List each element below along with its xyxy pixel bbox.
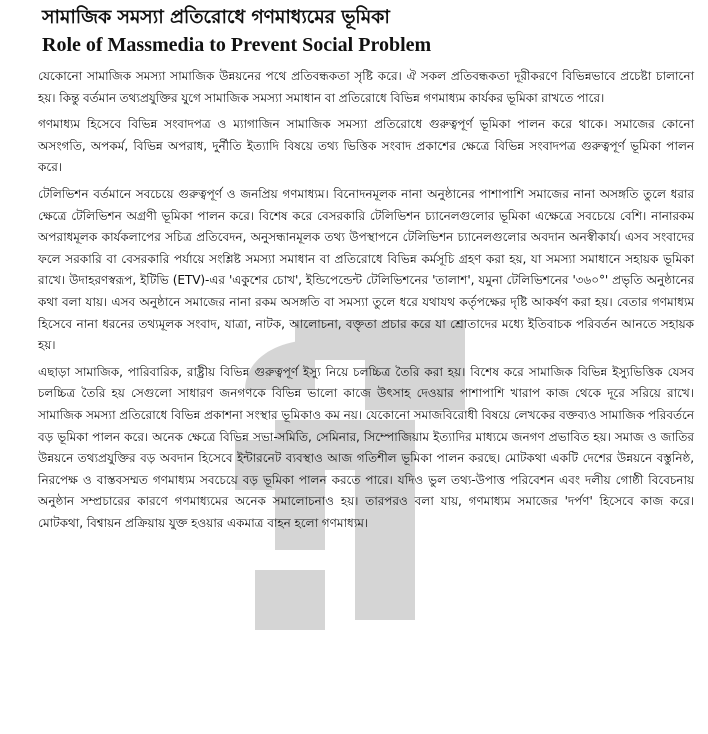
- paragraph-film-and-media: এছাড়া সামাজিক, পারিবারিক, রাষ্ট্রীয় বিভিন্ন গুরুত্বপূর্ণ ইস্যু নিয়ে চলচ্চিত্র তৈরি করা হয়। বিশেষ করে সামাজিক বিভিন্ন ইস্যুভিত্তিক যেসব চলচ্চিত্র তৈরি হয় সেগুলো সাধারণ জনগণকে বিভিন্ন ভালো কাজে উৎসাহ দেওয়ার পাশাপাশি খারাপ কাজ থেকে দূরে সরিয়ে রাখে। সামাজিক সমস্যা প্রতিরোধে বিভিন্ন প্রকাশনা সংস্থার ভূমিকাও কম নয়। যেকোনো সমাজবিরোধী বিষয়ে লেখকের বক্তব্যও সামাজিক পরিবর্তনে বড় ভূমিকা পালন করে। অনেক ক্ষেত্রে বিভিন্ন সভা-সমিতি, সেমিনার, সিম্পোজিয়াম ইত্যাদির মাধ্যমে জনগণ প্রভাবিত হয়। সমাজ ও জাতির উন্নয়নে তথ্যপ্রযুক্তির বড় অবদান হিসেবে ইন্টারনেট ব্যবস্থাও আজ গতিশীল ভূমিকা পালন করছে। মোটকথা একটি দেশের উন্নয়নে বস্তুনিষ্ঠ, নিরপেক্ষ ও বাস্তবসম্মত গণমাধ্যম সবচেয়ে বড় ভূমিকা পালন করতে পারে। যদিও ভুল তথ্য-উপাত্ত পরিবেশন এবং দলীয় গোষ্ঠী বিবেচনায় অনুষ্ঠান সম্প্রচারের কারণে গণমাধ্যমের অনেক সমালোচনাও হয়। তারপরও বলা যায়, গণমাধ্যম সমাজের 'দর্পণ' হিসেবে কাজ করে। মোটকথা, বিশ্বায়ন প্রক্রিয়ায় যুক্ত হওয়ার একমাত্র বাহন হলো গণমাধ্যম।: [38, 364, 694, 530]
- page-title-english: Role of Massmedia to Prevent Social Problem: [42, 34, 432, 56]
- paragraph-television: টেলিভিশন বর্তমানে সবচেয়ে গুরুত্বপূর্ণ ও জনপ্রিয় গণমাধ্যম। বিনোদনমূলক নানা অনুষ্ঠানের পাশাপাশি সমাজের নানা অসঙ্গতি তুলে ধরার ক্ষেত্রে টেলিভিশন অগ্রণী ভূমিকা পালন করে। বিশেষ করে বেসরকারি টেলিভিশন চ্যানেলগুলোর ভূমিকা এক্ষেত্রে সবচেয়ে বেশি। নানারকম অপরাধমূলক কার্যকলাপের সচিত্র প্রতিবেদন, অনুসন্ধানমূলক তথ্য উপস্থাপনে টেলিভিশন চ্যানেলগুলোর অবদান অনস্বীকার্য। এসব সংবাদের ফলে সরকারি বা বেসরকারি পর্যায়ে সংশ্লিষ্ট সমস্যা সমাধান বা প্রতিরোধে বিভিন্ন কর্মসূচি গ্রহণ করা হয়, যা সমস্যা সমাধানে সহায়ক ভূমিকা রাখে। উদাহরণস্বরূপ, ইটিভি (ETV)-এর 'একুশের চোখ', ইন্ডিপেন্ডেন্ট টেলিভিশনের 'তালাশ', যমুনা টেলিভিশনের '৩৬০°' প্রভৃতি অনুষ্ঠানের কথা বলা যায়। এসব অনুষ্ঠানে সমাজের নানা রকম অসঙ্গতি বা সমস্যা তুলে ধরে যথাযথ কর্তৃপক্ষের দৃষ্টি আকর্ষণ করা হয়। বেতার গণমাধ্যম হিসেবে নানা ধরনের তথ্যমূলক সংবাদ, যাত্রা, নাটক, আলোচনা, বক্তৃতা প্রচার করে যা শ্রোতাদের মধ্যে ইতিবাচক পরিবর্তন আনতে সহায়ক হয়।: [38, 186, 694, 353]
- paragraph-newspaper: গণমাধ্যম হিসেবে বিভিন্ন সংবাদপত্র ও ম্যাগাজিন সামাজিক সমস্যা প্রতিরোধে গুরুত্বপূর্ণ ভূমিকা পালন করে থাকে। সমাজের কোনো অসংগতি, অপকর্ম, বিভিন্ন অপরাধ, দুর্নীতি ইত্যাদি বিষয়ে তথ্য ভিত্তিক সংবাদ প্রকাশের ক্ষেত্রে বিভিন্ন সংবাদপত্র গুরুত্বপূর্ণ ভূমিকা পালন করে।: [38, 117, 694, 175]
- page-title-bengali: সামাজিক সমস্যা প্রতিরোধে গণমাধ্যমের ভূমিকা: [42, 6, 390, 28]
- paragraph-intro: যেকোনো সামাজিক সমস্যা সামাজিক উন্নয়নের পথে প্রতিবন্ধকতা সৃষ্টি করে। ঐ সকল প্রতিবন্ধকতা দূরীকরণে বিভিন্নভাবে প্রচেষ্টা চালানো হয়। কিন্তু বর্তমান তথ্যপ্রযুক্তির যুগে সামাজিক সমস্যা সমাধান বা প্রতিরোধে বিভিন্ন গণমাধ্যম কার্যকর ভূমিকা রাখতে পারে।: [38, 69, 694, 105]
